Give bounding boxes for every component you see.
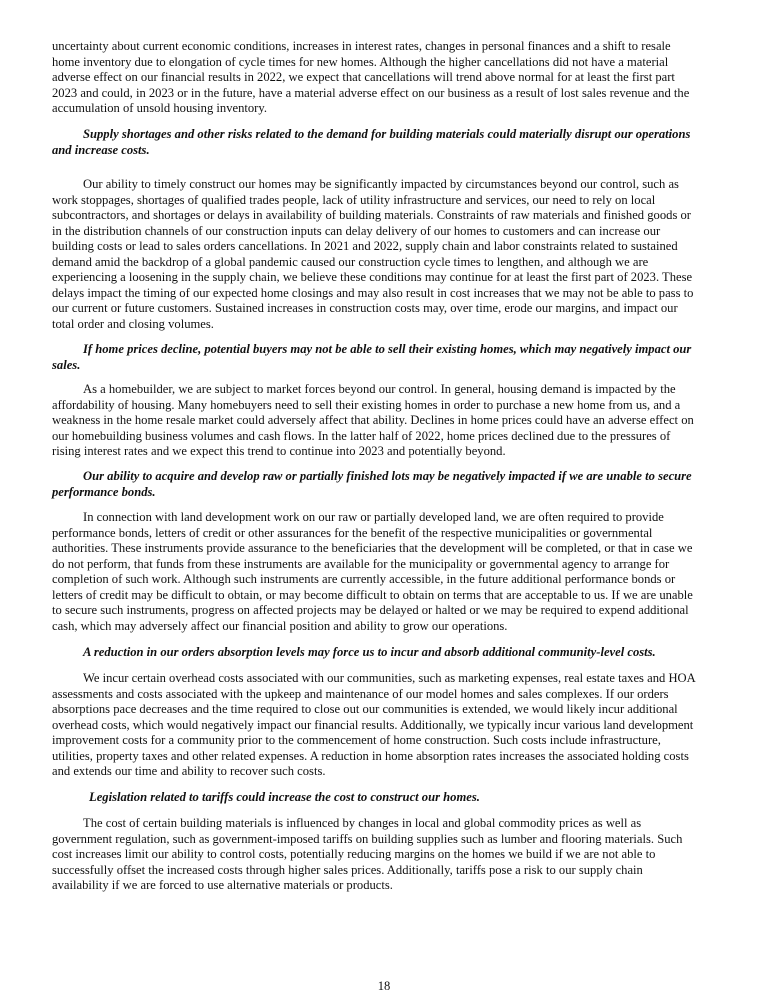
text-line: successfully offset the increased costs through higher sales prices. Additionally, tariffs pose a risk to our supply chain: [52, 862, 643, 877]
text-line: and increase costs.: [52, 142, 150, 157]
text-line: We incur certain overhead costs associated with our communities, such as marketing expenses, real estate taxes and HOA: [83, 671, 696, 685]
text-line: subcontractors, and shortages or delays in availability of building materials. Constraints of raw materials and finished goods or: [52, 208, 691, 222]
text-line: adverse effect on our financial results in 2022, we expect that cancellations will trend above normal for at least the first part: [52, 70, 675, 84]
text-line: As a homebuilder, we are subject to market forces beyond our control. In general, housing demand is impacted by the: [83, 382, 676, 396]
body-paragraph: [52, 382, 722, 460]
text-line: assessments and costs associated with the upkeep and maintenance of our model homes and sales complexes. If our orders: [52, 686, 669, 701]
text-line: overhead costs, which would negatively impact our financial results. Additionally, we typically incur various land development: [52, 717, 694, 732]
text-line: government regulation, such as government-imposed tariffs on building supplies such as lumber and flooring materials. Such: [52, 831, 683, 846]
text-line: performance bonds, letters of credit or other assurances for the benefit of the respective municipalities or governmental: [52, 525, 653, 540]
section-heading: [52, 645, 722, 661]
text-line: uncertainty about current economic conditions, increases in interest rates, changes in personal finances and a shift to resale: [52, 39, 671, 53]
text-line: home inventory due to elongation of cycle times for new homes. Although the higher cancellations did not have a material: [52, 54, 669, 69]
section-heading: [52, 469, 722, 500]
body-paragraph: [52, 39, 722, 117]
text-line: completion of such work. Although such instruments are currently accessible, in the future additional performance bonds or: [52, 572, 676, 586]
text-line: performance bonds.: [52, 484, 156, 499]
text-line: and extends our time and ability to recover such costs.: [52, 764, 326, 778]
text-line: Supply shortages and other risks related to the demand for building materials could materially disrupt our operations: [83, 127, 691, 141]
text-line: If home prices decline, potential buyers may not be able to sell their existing homes, which may negatively impact our: [83, 342, 692, 356]
text-line: our homebuilding business volumes and cash flows. In the latter half of 2022, home prices declined due to the pressures of: [52, 428, 671, 443]
text-line: Our ability to acquire and develop raw or partially finished lots may be negatively impacted if we are unable to secure: [83, 469, 692, 483]
body-paragraph: [52, 177, 722, 332]
text-line: total order and closing volumes.: [52, 316, 214, 331]
text-line: Legislation related to tariffs could increase the cost to construct our homes.: [89, 790, 480, 804]
text-line: improvement costs for a community prior to the commencement of home construction. Such costs include infrastructure,: [52, 733, 661, 747]
section-heading: [52, 127, 722, 158]
text-line: utilities, property taxes and other related expenses. A reduction in home absorption rates increases the associated holding costs: [52, 748, 689, 763]
text-line: absorptions pace decreases and the time required to close out our communities is extended, we would likely incur additional: [52, 702, 678, 716]
text-line: weakness in the home resale market could adversely affect that ability. Declines in home prices could have an adverse effect on: [52, 413, 694, 427]
body-paragraph: [52, 510, 722, 634]
text-line: to secure such instruments, progress on affected projects may be delayed or halted or we may be required to expend additional: [52, 603, 689, 617]
text-line: affordability of housing. Many homebuyers need to sell their existing homes in order to purchase a new home from us, and a: [52, 397, 681, 412]
text-line: Our ability to timely construct our homes may be significantly impacted by circumstances beyond our control, such as: [83, 177, 679, 191]
body-paragraph: [52, 671, 722, 780]
text-line: letters of credit may be difficult to obtain, or may become difficult to obtain on terms that are acceptable to us. If we are unable: [52, 587, 693, 602]
text-line: building costs or lead to sales orders cancellations. In 2021 and 2022, supply chain and labor constraints related to sustained: [52, 239, 678, 253]
page-number: 18: [377, 979, 391, 993]
text-line: work stoppages, shortages of qualified trades people, lack of utility infrastructure and services, our need to rely on local: [52, 192, 656, 207]
text-line: rising interest rates and we expect this trend to continue into 2023 and potentially beyond.: [52, 444, 506, 458]
text-line: experiencing a loosening in the supply chain, we believe these conditions may continue for at least the first part of 2023. These: [52, 270, 693, 284]
text-line: cost increases limit our ability to control costs, potentially reducing margins on the homes we build if we are not able to: [52, 847, 656, 861]
text-line: delays impact the timing of our expected home closings and may also result in cost increases that we may not be able to pass to: [52, 285, 694, 300]
text-line: The cost of certain building materials is influenced by changes in local and global commodity prices as well as: [83, 816, 642, 830]
section-heading: [52, 790, 722, 806]
text-line: authorities. These instruments provide assurance to the beneficiaries that the development will be completed, or that in case we: [52, 541, 693, 555]
section-heading: [52, 342, 722, 373]
text-line: in the distribution channels of our construction inputs can delay delivery of our homes to customers and can increase our: [52, 223, 661, 238]
text-line: do not perform, that funds from these instruments are available for the municipality or governmental agency to arrange for: [52, 556, 670, 571]
text-line: A reduction in our orders absorption levels may force us to incur and absorb additional community-level costs.: [83, 645, 656, 659]
text-line: cash, which may adversely affect our financial position and ability to grow our operations.: [52, 618, 508, 633]
body-paragraph: [52, 816, 722, 894]
text-line: In connection with land development work on our raw or partially developed land, we are often required to provide: [83, 510, 664, 524]
text-line: demand amid the backdrop of a global pandemic caused our construction cycle times to lengthen, and although we are: [52, 254, 649, 269]
text-line: accumulation of unsold housing inventory.: [52, 101, 267, 115]
text-line: availability if we are forced to use alternative materials or products.: [52, 878, 393, 892]
text-line: 2023 and could, in 2023 or in the future, have a material adverse effect on our business as a result of lost sales revenue and the: [52, 85, 690, 100]
text-line: sales.: [52, 357, 81, 372]
text-line: our current or future customers. Sustained increases in construction costs may, over time, erode our margins, and impact our: [52, 301, 678, 315]
